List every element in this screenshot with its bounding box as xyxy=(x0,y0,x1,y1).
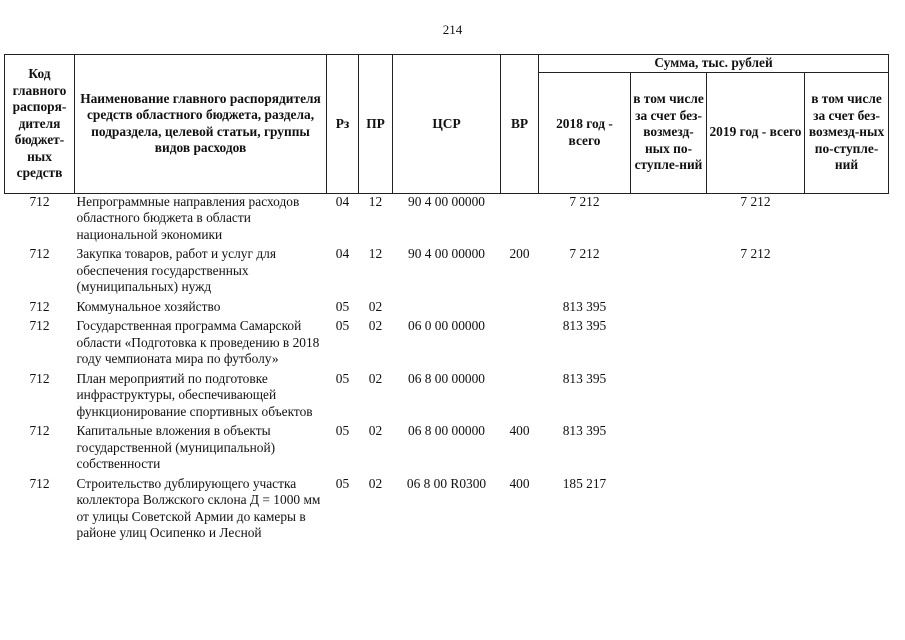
row-rz: 05 xyxy=(335,298,350,314)
row-name: Непрограммные направления расходов областного бюджета в области национальной экономики xyxy=(76,193,300,242)
row-pr: 02 xyxy=(368,423,383,438)
row-2018-total: 7 212 xyxy=(569,193,600,209)
table-row xyxy=(5,371,889,424)
row-2018-total: 813 395 xyxy=(562,370,607,386)
row-2018-grants xyxy=(631,371,707,424)
row-vr: 400 xyxy=(509,423,530,438)
header-name: Наименование главного распорядителя средств областного бюджета, раздела, подраздела, целевой статьи, группы видов расходов xyxy=(75,55,327,194)
row-vr: 400 xyxy=(509,475,530,491)
row-pr: 02 xyxy=(368,318,383,333)
row-rz: 05 xyxy=(335,475,350,491)
table-row xyxy=(5,423,889,476)
row-code: 712 xyxy=(29,246,50,261)
row-2018-total: 813 395 xyxy=(562,298,607,314)
row-csr xyxy=(393,299,501,319)
row-pr: 02 xyxy=(368,298,383,314)
row-rz: 04 xyxy=(335,193,350,209)
row-2019-total xyxy=(707,299,805,319)
row-2018-grants xyxy=(631,476,707,545)
header-2019-grants: в том числе за счет без-возмезд-ных по-ступле-ний xyxy=(805,72,889,193)
row-2019-grants xyxy=(805,299,889,319)
row-code: 712 xyxy=(29,475,50,491)
row-csr: 06 8 00 00000 xyxy=(408,423,485,438)
header-pr: ПР xyxy=(359,55,393,194)
table-row xyxy=(5,246,889,299)
header-2019-total: 2019 год - всего xyxy=(707,72,805,193)
row-2018-total: 7 212 xyxy=(569,246,600,261)
row-rz: 05 xyxy=(335,318,350,333)
row-name: Коммунальное хозяйство xyxy=(76,298,221,314)
budget-table xyxy=(4,54,889,545)
row-pr: 12 xyxy=(368,193,383,209)
row-vr xyxy=(501,318,539,371)
row-2019-grants xyxy=(805,371,889,424)
row-csr: 06 8 00 00000 xyxy=(408,370,485,386)
row-csr: 90 4 00 00000 xyxy=(408,246,485,261)
page-number: 214 xyxy=(442,22,463,37)
row-2019-grants xyxy=(805,476,889,545)
table-row xyxy=(5,318,889,371)
row-2018-total: 813 395 xyxy=(562,423,607,438)
header-code: Код главного распоря-дителя бюджет-ных средств xyxy=(5,55,75,194)
row-rz: 05 xyxy=(335,370,350,386)
table-row xyxy=(5,476,889,545)
row-pr: 02 xyxy=(368,370,383,386)
row-code: 712 xyxy=(29,193,50,209)
row-2019-total xyxy=(707,371,805,424)
row-name: План мероприятий по подготовке инфраструктуры, обеспечивающей функционирование спортивных объектов xyxy=(76,370,313,419)
row-csr: 90 4 00 00000 xyxy=(408,193,485,209)
row-2019-total xyxy=(707,423,805,476)
row-2019-total: 7 212 xyxy=(740,193,771,209)
header-sum-group: Сумма, тыс. рублей xyxy=(539,55,889,73)
row-rz: 05 xyxy=(335,423,350,438)
header-2018-grants: в том числе за счет без-возмезд-ных по-ступле-ний xyxy=(631,72,707,193)
row-2019-total xyxy=(707,318,805,371)
row-2019-total xyxy=(707,476,805,545)
row-vr: 200 xyxy=(509,246,530,261)
table-row xyxy=(5,193,889,246)
row-2018-total: 813 395 xyxy=(562,318,607,333)
row-2019-grants xyxy=(805,246,889,299)
table-header xyxy=(5,55,889,194)
row-2019-grants xyxy=(805,193,889,246)
row-name: Строительство дублирующего участка коллектора Волжского склона Д = 1000 мм от улицы Советской Армии до камеры в районе улиц Осипенко и Лесной xyxy=(76,475,321,540)
row-2018-grants xyxy=(631,299,707,319)
row-code: 712 xyxy=(29,423,50,438)
row-code: 712 xyxy=(29,298,50,314)
table-row xyxy=(5,299,889,319)
row-code: 712 xyxy=(29,370,50,386)
row-pr: 12 xyxy=(368,246,383,261)
table-body xyxy=(5,193,889,545)
row-name: Капитальные вложения в объекты государственной (муниципальной) собственности xyxy=(76,423,276,471)
row-2019-grants xyxy=(805,318,889,371)
row-csr: 06 8 00 R0300 xyxy=(406,475,487,491)
row-rz: 04 xyxy=(335,246,350,261)
row-2018-grants xyxy=(631,318,707,371)
row-vr xyxy=(501,299,539,319)
row-2019-total: 7 212 xyxy=(740,246,771,261)
header-csr: ЦСР xyxy=(393,55,501,194)
row-2018-grants xyxy=(631,423,707,476)
row-name: Государственная программа Самарской области «Подготовка к проведению в 2018 году чемпионата мира по футболу» xyxy=(76,318,320,366)
row-code: 712 xyxy=(29,318,50,333)
row-csr: 06 0 00 00000 xyxy=(408,318,485,333)
header-vr: ВР xyxy=(501,55,539,194)
row-2019-grants xyxy=(805,423,889,476)
header-2018-total: 2018 год - всего xyxy=(539,72,631,193)
row-2018-grants xyxy=(631,246,707,299)
row-pr: 02 xyxy=(368,475,383,491)
row-2018-grants xyxy=(631,193,707,246)
row-2018-total: 185 217 xyxy=(562,475,607,491)
row-name: Закупка товаров, работ и услуг для обеспечения государственных (муниципальных) нужд xyxy=(76,246,276,294)
row-vr xyxy=(501,193,539,246)
header-rz: Рз xyxy=(327,55,359,194)
row-vr xyxy=(501,371,539,424)
